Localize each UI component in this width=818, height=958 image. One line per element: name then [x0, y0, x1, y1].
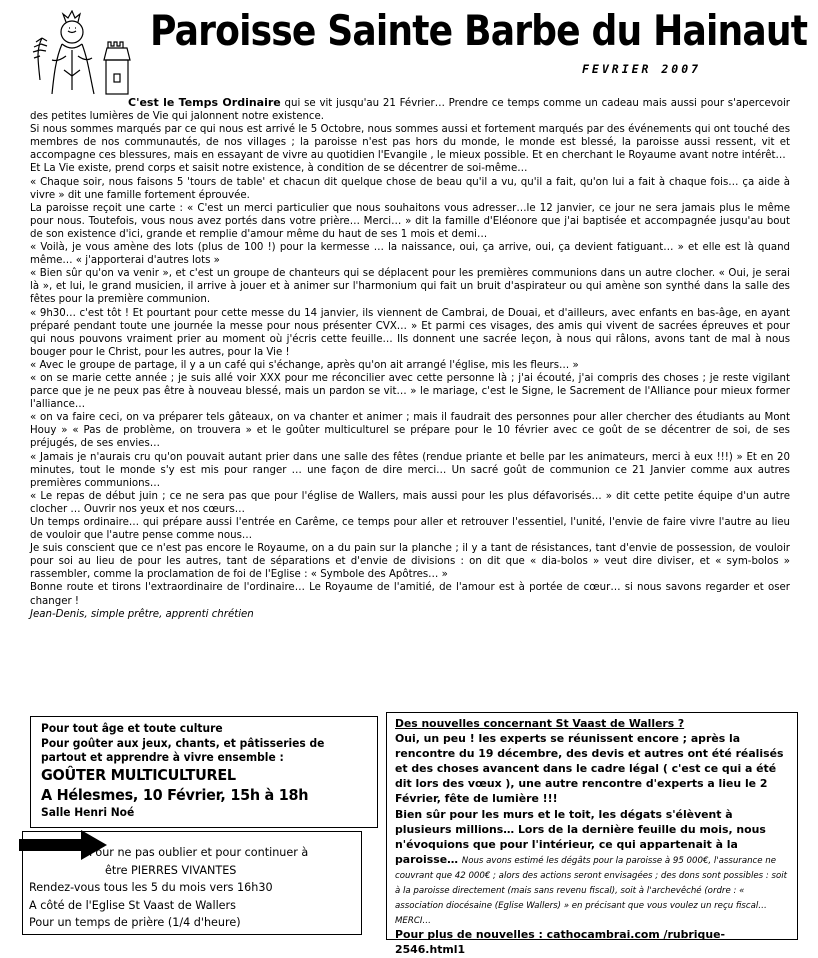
article-paragraph: Je suis conscient que ce n'est pas encore le Royaume, on a du pain sur la planche ; il y a tant de résistances, tant d'envie de possession, de vouloir pour soi au lieu de pour les autres, tant de séparations et d'envie de divisions : on dit que « dia-bolos » veut dire diviser, et « sym-bolos » rassembler, comme la proclamation de foi de l'Eglise : « Symbole des Apôtres… » [30, 543, 790, 581]
article-lead [30, 96, 790, 123]
article-signature: Jean-Denis, simple prêtre, apprenti chrétien [30, 608, 254, 620]
saint-barbe-logo-icon [28, 10, 140, 98]
article-paragraph: Si nous sommes marqués par ce qui nous est arrivé le 5 Octobre, nous sommes aussi et fortement marqués par des événements qui ont touché des membres de nos communautés, de nos villages ; la paroisse n'est pas hors du monde, le monde est blessé, la paroisse aussi ressent, vit et accompagne ces blessures, mais en essayant de vivre au quotidien l'Evangile , le mieux possible. Et en cherchant le Royaume avant notre intérêt… [30, 124, 790, 162]
prayer-line: A côté de l'Eglise St Vaast de Wallers [29, 898, 236, 912]
news-paragraph-2 [395, 807, 789, 928]
gouter-event-where: Salle Henri Noé [41, 804, 135, 819]
article-paragraph: « Jamais je n'aurais cru qu'on pouvait autant prier dans une salle des fêtes (rendue priante et belle par les animateurs, merci à eux !!!) » Et en 20 minutes, tout le monde s'y est mis pour ranger … une façon de dire merci… Un sacré goût de communion ce 21 Janvier comme aux autres premières communions… [30, 451, 790, 489]
article-paragraph: « Avec le groupe de partage, il y a un café qui s'échange, après qu'on ait arrangé l'église, mis les fleurs… » [30, 359, 579, 371]
prayer-line: Rendez-vous tous les 5 du mois vers 16h30 [29, 881, 273, 894]
prayer-box [22, 831, 362, 935]
issue-date: FEVRIER 2007 [582, 62, 702, 76]
article-paragraph: Et La Vie existe, prend corps et saisit notre existence, à condition de se décentrer de soi-même… [30, 163, 528, 175]
gouter-announcement-box [30, 716, 378, 828]
news-heading: Des nouvelles concernant St Vaast de Wallers ? [395, 717, 685, 730]
article-paragraph: « on se marie cette année ; je suis allé voir XXX pour me réconcilier avec cette personne là ; j'ai écouté, j'ai compris des choses ; je reste vigilant parce que je ne peux pas être à nouveau blessé, mais un pardon se vit… » le mariage, c'est le Signe, le Sacrement de l'Alliance pour mieux former l'alliance… [30, 372, 790, 411]
article-paragraph: « Voilà, je vous amène des lots (plus de 100 !) pour la kermesse … la naissance, oui, ça arrive, oui, ça devient fatiguant… » et elle est là quand même… « j'apporterai d'autres lots » [30, 242, 790, 267]
prayer-line: être PIERRES VIVANTES [105, 863, 237, 877]
gouter-line: Pour goûter aux jeux, chants, et pâtisseries de [41, 735, 325, 750]
gouter-line: Pour tout âge et toute culture [41, 721, 223, 735]
gouter-event-title: GOÛTER MULTICULTUREL [41, 765, 236, 784]
article-paragraph: La paroisse reçoit une carte : « C'est un merci particulier que nous souhaitons vous adresser…le 12 janvier, ce jour ne sera jamais plus le même pour nous. Toutefois, vous nous avez portés dans votre prière… Merci… » dit la famille d'Eléonore que j'ai baptisée et accompagnée jusqu'au bout de son existence d'ici, grande et remplie d'amour même du haut de ses 1 mois et demi… [30, 202, 790, 240]
article-paragraph: « 9h30… c'est tôt ! Et pourtant pour cette messe du 14 janvier, ils viennent de Cambrai, de Douai, et d'ailleurs, avec enfants en bas-âge, en ayant préparé pendant toute une journée la messe pour nous présenter CVX… » Et parmi ces visages, des amis qui vivent de sacrées épreuves et pour qui nous pouvons vraiment prier au moment où j'écris cette feuille… Ils donnent une sacrée leçon, à nous qui râlons, avons tant de mal à nous bouger pour le Christ, pour les autres, pour la Vie ! [30, 307, 790, 358]
page-title: Paroisse Sainte Barbe du Hainaut [150, 6, 808, 55]
prayer-line: Pour un temps de prière (1/4 d'heure) [29, 916, 241, 929]
news-box [386, 712, 798, 957]
news-donation-note: Nous avons estimé les dégâts pour la paroisse à 95 000€, l'assurance ne couvrant que 42 000€ ; alors des actions seront envisagées ; des dons sont possibles : soit à la paroisse directement (mais sans revenu fiscal), soit à l'archevêché (ordre : « association diocésaine (Eglise Wallers) » en précisant que vous voulez un reçu fiscal… MERCI… [395, 855, 787, 927]
news-more-link[interactable]: Pour plus de nouvelles : cathocambrai.com /rubrique-2546.html1 [395, 928, 725, 957]
article-paragraph: Un temps ordinaire… qui prépare aussi l'entrée en Carême, ce temps pour aller et retrouver l'essentiel, l'unité, l'envie de faire vivre l'autre au lieu de vouloir que l'autre pense comme nous… [30, 517, 790, 542]
article-lead-title: C'est le Temps Ordinaire [128, 96, 281, 109]
article-paragraph: « Chaque soir, nous faisons 5 'tours de table' et chacun dit quelque chose de beau qu'il a vu, qu'il a fait, qu'on lui a fait à chaque fois… ça aide à vivre » dit une famille fortement éprouvée. [30, 176, 790, 201]
article-paragraph: « on va faire ceci, on va préparer tels gâteaux, on va chanter et animer ; mais il faudrait des personnes pour aller chercher des étudiants au Mont Houy » « Pas de problème, on trouvera » et le goûter multiculturel se prépare pour le 10 février avec ce goût de se décentrer de soi, de ses préjugés, de ses envies… [30, 412, 790, 450]
article-paragraph: « Le repas de début juin ; ce ne sera pas que pour l'église de Wallers, mais aussi pour les plus défavorisés… » dit cette petite équipe d'un autre clocher … Ouvrir nos yeux et nos cœurs… [30, 490, 790, 515]
news-paragraph: Oui, un peu ! les experts se réunissent encore ; après la rencontre du 19 décembre, des devis et autres ont été réalisés et des choses avancent dans le cadre légal ( c'est ce qui a été dit lors des vœux ), une autre rencontre d'experts a lieu le 2 Février, fête de lumière !!! [395, 732, 784, 806]
prayer-line: Pour ne pas oublier et pour continuer à [89, 846, 309, 859]
article-paragraph: « Bien sûr qu'on va venir », et c'est un groupe de chanteurs qui se déplacent pour les premières communions dans un autre clocher. « Oui, je serai là », et lui, le grand musicien, il arrive à jouer et à animer sur l'harmonium qui fait un bruit d'aspirateur ou qui amène son synthé dans la salle des fêtes pour la première communion. [30, 268, 790, 306]
news-paragraph-text: Bien sûr pour les murs et le toit, les dégats s'élèvent à plusieurs millions… Lors de la dernière feuille du mois, nous n'évoquions que pour l'intérieur, ce qui appartenait à la paroisse… [395, 807, 766, 866]
editorial-article [30, 96, 790, 621]
article-lead-text: qui se vit jusqu'au 21 Février… Prendre ce temps comme un cadeau mais aussi pour s'apercevoir des petites lumières de Vie qui jalonnent notre existence. [30, 98, 790, 123]
gouter-event-when: A Hélesmes, 10 Février, 15h à 18h [41, 785, 309, 804]
gouter-line: partout et apprendre à vivre ensemble : [41, 750, 284, 764]
article-paragraph: Bonne route et tirons l'extraordinaire de l'ordinaire… Le Royaume de l'amitié, de l'amour est à portée de cœur… si nous savons regarder et oser changer ! [30, 582, 790, 607]
